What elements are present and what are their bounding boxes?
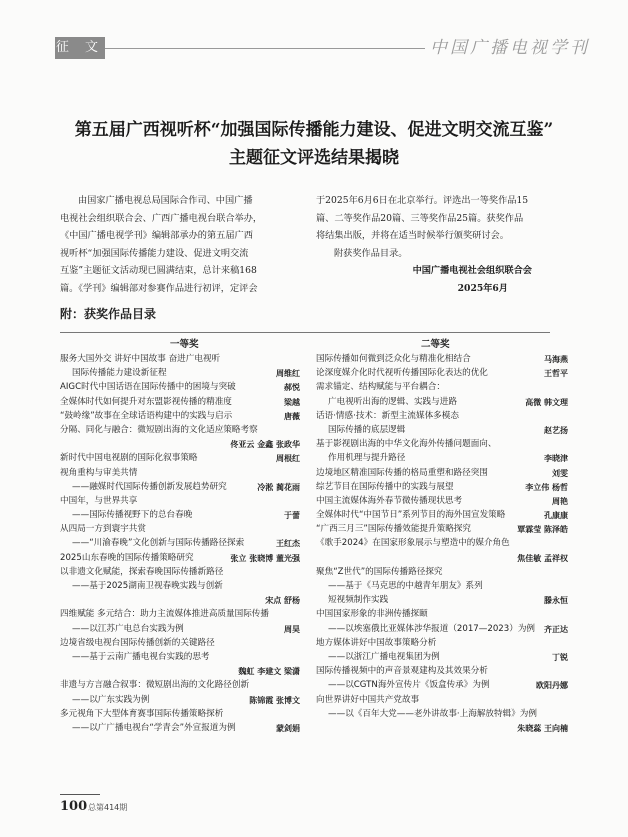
- entry-title: ——国际传播视野下的总台春晚: [72, 510, 193, 521]
- entry-authors: 滕永恒: [544, 595, 568, 606]
- entry-title: 向世界讲好中国共产党故事: [316, 694, 420, 705]
- award-entry: [60, 707, 300, 721]
- entry-title: 全媒体时代“中国节日”系列节目的海外国宣发策略: [316, 510, 506, 521]
- entry-title: 从四局一方到寰宇共赏: [60, 524, 146, 535]
- award-entry: [316, 664, 568, 678]
- award-entry: [316, 522, 568, 536]
- intro-line: 电视社会组织联合会、广西广播电视台联合举办，: [60, 212, 263, 224]
- entry-authors: 王哲平: [544, 368, 568, 379]
- date: 2025年6月: [457, 282, 508, 294]
- entry-title: 新时代中国电视剧的国际化叙事策略: [60, 453, 198, 464]
- award-entry: [60, 508, 300, 522]
- entry-title: 分隔、同化与融合：微短剧出海的文化适应策略考察: [60, 424, 258, 435]
- award-entry: [60, 494, 300, 508]
- entry-authors: 周维红: [276, 368, 300, 379]
- award-entry: [60, 380, 300, 394]
- entry-authors: 魏虹 李建文 梁潇: [238, 666, 300, 677]
- title-line-1: 第五届广西视听杯“加强国际传播能力建设、促进文明交流互鉴”: [74, 120, 554, 140]
- award-entry: [60, 352, 300, 366]
- entry-title: ——以广东实践为例: [72, 694, 150, 705]
- title-line-2: 主题征文评选结果揭晓: [229, 148, 399, 168]
- award-entry: [316, 579, 568, 593]
- attach-note: 附获奖作品目录。: [334, 247, 408, 259]
- award-entry: [60, 466, 300, 480]
- award-entry: [60, 551, 300, 565]
- intro-right-column: [316, 192, 566, 298]
- entry-title: 2025山东春晚的国际传播策略研究: [60, 552, 194, 563]
- entry-title: ——以浙江广播电视集团为例: [328, 651, 440, 662]
- entry-title: “鼓岭缘”故事在全球话语构建中的实践与启示: [60, 410, 233, 421]
- award-entry: [60, 423, 300, 437]
- award-entry: [60, 579, 300, 593]
- entry-title: 中国主流媒体海外春节微传播现状思考: [316, 495, 463, 506]
- entry-title: “广西三月三”国际传播效能提升策略探究: [316, 524, 471, 535]
- entry-title: 中国国家形象的非洲传播探颐: [316, 609, 428, 620]
- award-entry: [316, 551, 568, 565]
- award-entry: [316, 721, 568, 735]
- entry-authors: 郝悦: [284, 382, 300, 393]
- intro-left-column: [60, 192, 300, 298]
- award-entry: [316, 380, 568, 394]
- entry-authors: 覃霖莹 陈泽皓: [517, 524, 568, 535]
- entry-title: ——基于云南广播电视台实践的思考: [72, 651, 210, 662]
- intro-line: 由国家广播电视总局国际合作司、中国广播: [78, 195, 253, 206]
- award-entry: [60, 607, 300, 621]
- entry-title: 《歌手2024》在国家形象展示与塑造中的媒介角色: [316, 538, 510, 549]
- entry-title: 聚焦“Z世代”的国际传播路径探究: [316, 566, 443, 577]
- award-entry: [60, 622, 300, 636]
- award-entry: [316, 607, 568, 621]
- page-number: 100: [60, 799, 88, 814]
- second-prize-title: 二等奖: [421, 339, 450, 350]
- list-heading: 附：获奖作品目录: [60, 307, 157, 321]
- award-entry: [316, 409, 568, 423]
- intro-line: 互鉴”主题征文活动现已圆满结束，总计来稿168: [60, 265, 257, 277]
- award-entry: [60, 664, 300, 678]
- first-prize-title: 一等奖: [170, 339, 199, 350]
- entry-authors: 于蕾: [284, 510, 300, 521]
- first-prize-list: [60, 352, 300, 735]
- header-rule: [105, 48, 425, 49]
- entry-title: 国际传播如何微到泛众化与精准化相结合: [316, 354, 471, 364]
- intro-line: 将结集出版，并将在适当时候举行颁奖研讨会。: [316, 230, 509, 242]
- entry-title: ——融媒时代国际传播创新发展趋势研究: [72, 481, 227, 492]
- issue-number: 总第414期: [88, 803, 128, 812]
- entry-title: 四维赋能 多元结合：助力主流媒体推进高质量国际传播: [60, 609, 269, 620]
- entry-title: ——基于《马克思的中越青年朋友》系列: [328, 581, 483, 591]
- intro-line: 视听杯“加强国际传播能力建设、促进文明交流: [60, 247, 249, 259]
- entry-authors: 马海燕: [544, 354, 568, 364]
- award-entry: [60, 395, 300, 409]
- second-prize-list: [316, 352, 568, 735]
- award-entry: [316, 494, 568, 508]
- entry-title: 需求锚定、结构赋能与平台耦合：: [316, 382, 445, 393]
- entry-title: 国际传播的底层逻辑: [328, 424, 406, 435]
- award-entry: [316, 423, 568, 437]
- intro-line: 《中国广播电视学刊》编辑部承办的第五届广西: [60, 230, 253, 242]
- entry-authors: 冷淞 蔺花雨: [257, 481, 300, 492]
- entry-authors: 梁越: [284, 396, 300, 407]
- award-entry: [316, 693, 568, 707]
- entry-title: 作用机理与提升路径: [328, 453, 406, 464]
- award-entry: [316, 536, 568, 550]
- entry-authors: 刘雯: [552, 467, 568, 478]
- entry-authors: 宋点 舒杨: [265, 595, 300, 606]
- award-entry: [316, 707, 568, 721]
- entry-title: 视角重构与审美共情: [60, 467, 138, 478]
- entry-title: 国际传播视频中的声音景观建构及其效果分析: [316, 666, 488, 677]
- entry-title: 边境省级电视台国际传播创新的关键路径: [60, 637, 215, 648]
- signature: 中国广播电视社会组织联合会: [412, 265, 532, 277]
- intro-line: 篇。《学刊》编辑部对参赛作品进行初评，定评会: [60, 282, 258, 294]
- entry-authors: 丁锐: [552, 651, 568, 662]
- magazine-logo: 中国广播电视学刊: [430, 38, 590, 58]
- award-entry: [316, 451, 568, 465]
- entry-authors: 赵艺扬: [544, 424, 568, 435]
- entry-authors: 朱晓蕊 王向楠: [517, 722, 568, 733]
- award-entry: [60, 409, 300, 423]
- entry-title: 地方媒体讲好中国故事策略分析: [316, 637, 437, 648]
- entry-title: 全媒体时代如何提升对东盟影视传播的精准度: [60, 396, 232, 407]
- entry-title: 以非遗文化赋能，探索春晚国际传播新路径: [60, 566, 224, 577]
- award-entry: [316, 437, 568, 451]
- entry-authors: 周艳: [552, 495, 568, 506]
- entry-title: ——以广广播电视台“学青会”外宣报道为例: [72, 722, 236, 733]
- award-entry: [316, 366, 568, 380]
- entry-title: 国际传播能力建设新征程: [72, 368, 167, 379]
- entry-title: 综艺节目在国际传播中的实践与展望: [316, 481, 454, 492]
- entry-title: AIGC时代中国话语在国际传播中的困境与突破: [60, 382, 236, 393]
- entry-authors: 欧阳丹娜: [536, 680, 568, 691]
- award-entry: [60, 366, 300, 380]
- award-entry: [316, 395, 568, 409]
- entry-title: 基于影视剧出海的中华文化海外传播问题面向、: [316, 439, 497, 450]
- entry-title: 边境地区精准国际传播的格局重塑和路径突围: [316, 467, 488, 478]
- entry-title: 广电视听出海的逻辑、实践与进路: [328, 396, 457, 407]
- entry-authors: 周根红: [276, 453, 300, 464]
- award-entry: [60, 636, 300, 650]
- footer-rule: [60, 794, 100, 795]
- article-title: [20, 116, 608, 172]
- award-entry: [316, 466, 568, 480]
- section-tag: 征 文: [55, 37, 105, 59]
- award-entry: [60, 437, 300, 451]
- entry-title: 服务大国外交 讲好中国故事 奋进广电视听: [60, 354, 221, 364]
- entry-title: 话语·情感·技术：新型主流媒体多模态: [316, 410, 459, 421]
- entry-title: 多元视角下大型体育赛事国际传播策略探析: [60, 708, 224, 719]
- award-entry: [60, 678, 300, 692]
- entry-title: ——基于2025湖南卫视春晚实践与创新: [72, 581, 223, 591]
- entry-authors: 唐薇: [284, 410, 300, 421]
- entry-title: 中国年，与世界共享: [60, 495, 138, 506]
- entry-authors: 王红杰: [276, 538, 300, 549]
- award-entry: [60, 650, 300, 664]
- entry-title: ——以CGTN海外宣传片《饭盒传承》为例: [328, 680, 490, 691]
- award-entry: [316, 593, 568, 607]
- award-entry: [316, 352, 568, 366]
- entry-title: ——以《百年大党——老外讲故事·上海解放特辑》为例: [328, 708, 537, 719]
- award-entry: [60, 693, 300, 707]
- award-entry: [60, 480, 300, 494]
- award-entry: [316, 480, 568, 494]
- list-rule: [60, 332, 550, 333]
- entry-title: 非遗与方言融合叙事：微短剧出海的文化路径创新: [60, 680, 250, 691]
- entry-title: 论深度媒介化时代视听传播国际化表达的优化: [316, 368, 488, 379]
- entry-authors: 张立 张晓博 董光强: [230, 552, 300, 563]
- entry-authors: 周昊: [284, 623, 300, 634]
- award-entry: [60, 522, 300, 536]
- award-entry: [316, 565, 568, 579]
- award-entry: [60, 451, 300, 465]
- entry-authors: 孔康康: [544, 510, 568, 521]
- entry-title: ——“川渝春晚”文化创新与国际传播路径探索: [72, 538, 245, 549]
- award-entry: [316, 678, 568, 692]
- award-entry: [60, 536, 300, 550]
- entry-authors: 李立伟 杨哲: [525, 481, 568, 492]
- intro-line: 于2025年6月6日在北京举行。评选出一等奖作品15: [316, 195, 529, 206]
- award-entry: [60, 565, 300, 579]
- entry-authors: 陈锦霞 张博文: [249, 694, 300, 705]
- award-entry: [60, 721, 300, 735]
- award-entry: [316, 650, 568, 664]
- entry-authors: 佟亚云 金鑫 张政华: [230, 439, 300, 450]
- entry-title: 短视频制作实践: [328, 595, 389, 606]
- award-entry: [316, 622, 568, 636]
- entry-authors: 焦佳敏 孟祥权: [517, 552, 568, 563]
- entry-title: ——以埃塞俄比亚媒体涉华报道（2017—2023）为例: [328, 623, 536, 634]
- entry-title: ——以江苏广电总台实践为例: [72, 623, 184, 634]
- entry-authors: 李晓津: [544, 453, 568, 464]
- entry-authors: 齐正达: [544, 623, 568, 634]
- intro-line: 篇、二等奖作品20篇、三等奖作品25篇。获奖作品: [316, 212, 524, 224]
- entry-authors: 蒙剑娟: [276, 722, 300, 733]
- award-entry: [316, 636, 568, 650]
- entry-authors: 高微 韩文理: [525, 396, 568, 407]
- award-entry: [60, 593, 300, 607]
- award-entry: [316, 508, 568, 522]
